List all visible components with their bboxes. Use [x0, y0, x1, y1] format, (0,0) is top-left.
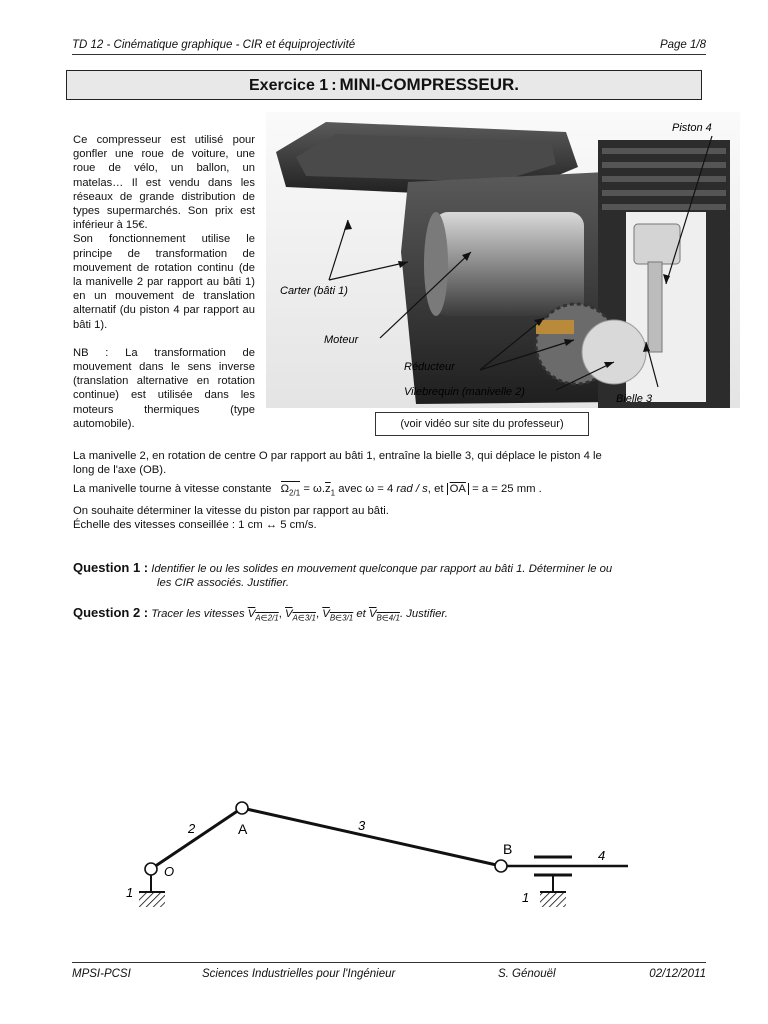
- joint-a: [236, 802, 248, 814]
- question-2: [73, 606, 448, 625]
- footer-class: MPSI-PCSI: [72, 968, 131, 980]
- label-motor: Moteur: [324, 334, 359, 346]
- label-crankshaft: Vilebrequin (manivelle 2): [404, 386, 525, 398]
- v3-subscript: B∈3/1: [329, 613, 354, 623]
- v2-symbol: V: [285, 608, 293, 620]
- question-2-end: . Justifier.: [399, 608, 448, 620]
- z-symbol: $\overline{z}$: [325, 483, 331, 495]
- label-piston: Piston 4: [672, 122, 712, 134]
- omega-symbol: Ω: [280, 483, 290, 495]
- question-2-heading: Question 2 :: [73, 605, 149, 620]
- header-title: TD 12 - Cinématique graphique - CIR et équiprojectivité: [72, 39, 356, 51]
- motor-end-cap: [424, 212, 448, 316]
- exercise-name: MINI-COMPRESSEUR.: [339, 75, 519, 94]
- reducer-shaft: [536, 320, 574, 334]
- piston-body: [634, 224, 680, 264]
- intro-paragraph-nb: NB : La transformation de mouvement dans le sens inverse (translation alternative en rotation continue) est utilisée dans les moteurs thermiques (type automobile).: [73, 346, 255, 430]
- label-rod: Bielle 3: [616, 393, 653, 405]
- compressor-photo: [266, 112, 740, 408]
- question-1-text-a: Identifier le ou les solides en mouvement quelconque par rapport au bâti 1. Déterminer le ou: [151, 563, 613, 575]
- velocity-1: [247, 608, 279, 623]
- question-2-text: Tracer les vitesses: [151, 608, 245, 620]
- body-line-2: long de l'axe (OB).: [73, 464, 167, 476]
- and-text: , et: [427, 483, 444, 495]
- label-point-b: B: [503, 841, 513, 857]
- header-page-number: Page 1/8: [659, 39, 706, 51]
- joint-o: [145, 863, 157, 875]
- question-1-heading: Question 1 :: [73, 560, 149, 575]
- v3-symbol: V: [322, 608, 330, 620]
- omega-value: avec ω = 4: [338, 483, 394, 495]
- oa-norm: $\overline{OA}$: [447, 483, 469, 495]
- comma-1: ,: [278, 608, 282, 620]
- velocity-2: [285, 608, 316, 623]
- page-header: [72, 38, 706, 55]
- oa-value: = a = 25 mm .: [472, 483, 542, 495]
- exercise-number: Exercice 1: [249, 77, 329, 94]
- connecting-rod: [648, 262, 662, 352]
- label-reducer: Réducteur: [404, 361, 455, 373]
- title-separator: :: [331, 77, 337, 94]
- ground-o-hatch: [139, 893, 165, 907]
- omega-equals: = ω.: [303, 483, 326, 495]
- body-line-1: La manivelle 2, en rotation de centre O par rapport au bâti 1, entraîne la bielle 3, qui déplace le piston 4 le: [73, 450, 602, 462]
- question-1: [73, 561, 612, 590]
- rod-3-link: [242, 808, 501, 866]
- crank-disc: [582, 320, 646, 384]
- v4-symbol: V: [368, 608, 377, 620]
- v4-subscript: B∈4/1: [376, 613, 400, 623]
- body-line-3: [73, 482, 542, 500]
- v2-subscript: A∈3/1: [292, 613, 316, 623]
- footer-author: S. Génouël: [498, 968, 556, 980]
- body-line-5: Échelle des vitesses conseillée : 1 cm ↔ 5 cm/s.: [73, 519, 317, 531]
- label-ground-1b: 1: [522, 890, 530, 905]
- crank-2-link: [151, 808, 242, 869]
- ground-b-hatch: [540, 893, 566, 907]
- body-line-4: On souhaite déterminer la vitesse du piston par rapport au bâti.: [73, 505, 389, 517]
- motor-body: [434, 212, 584, 316]
- z-subscript: 1: [330, 488, 336, 498]
- label-point-o: O: [164, 864, 175, 879]
- v1-subscript: A∈2/1: [255, 613, 279, 623]
- lid-inner: [296, 134, 556, 182]
- label-carter: Carter (bâti 1): [280, 285, 348, 297]
- intro-p1-text: Ce compresseur est utilisé pour gonfler une roue de voiture, une roue de vélo, un ballon, un matelas… Il est vendu dans les réseaux de grande distribution de types supermarchés. Son prix est inférieur à 15€.: [73, 134, 255, 232]
- omega-subscript: 2/1: [289, 488, 301, 498]
- label-rod-3: 3: [358, 818, 366, 833]
- omega-unit: rad / s: [396, 483, 428, 495]
- label-piston-4: 4: [598, 848, 606, 863]
- label-crank-2: 2: [188, 821, 196, 836]
- intro-paragraph-1: [73, 133, 255, 332]
- footer-date: 02/12/2011: [649, 968, 706, 980]
- intro-p2-text: Son fonctionnement utilise le principe de transformation de mouvement de rotation continu (de la manivelle 2 par rapport au bâti 1) en un mouvement de translation alternatif (du piston 4 par rapport au bâti 1).: [73, 233, 255, 331]
- mechanism-diagram: [110, 780, 650, 930]
- question-1-text-b: les CIR associés. Justifier.: [157, 577, 290, 589]
- exercise-title: [66, 70, 702, 100]
- label-point-a: A: [238, 821, 248, 837]
- footer-subject: Sciences Industrielles pour l'Ingénieur: [202, 968, 396, 980]
- comma-2: ,: [315, 608, 320, 620]
- vector-arrow-bar: [281, 481, 301, 482]
- speed-text: La manivelle tourne à vitesse constante: [73, 483, 272, 495]
- velocity-4: [368, 608, 400, 623]
- video-note: (voir vidéo sur site du professeur): [375, 412, 589, 436]
- and-word: et: [356, 608, 366, 620]
- page-footer: [72, 962, 706, 983]
- intro-text: [73, 133, 255, 445]
- label-ground-1a: 1: [126, 885, 134, 900]
- v1-symbol: V: [247, 608, 256, 620]
- joint-b: [495, 860, 507, 872]
- omega-vector: [281, 482, 301, 500]
- velocity-3: [322, 608, 354, 623]
